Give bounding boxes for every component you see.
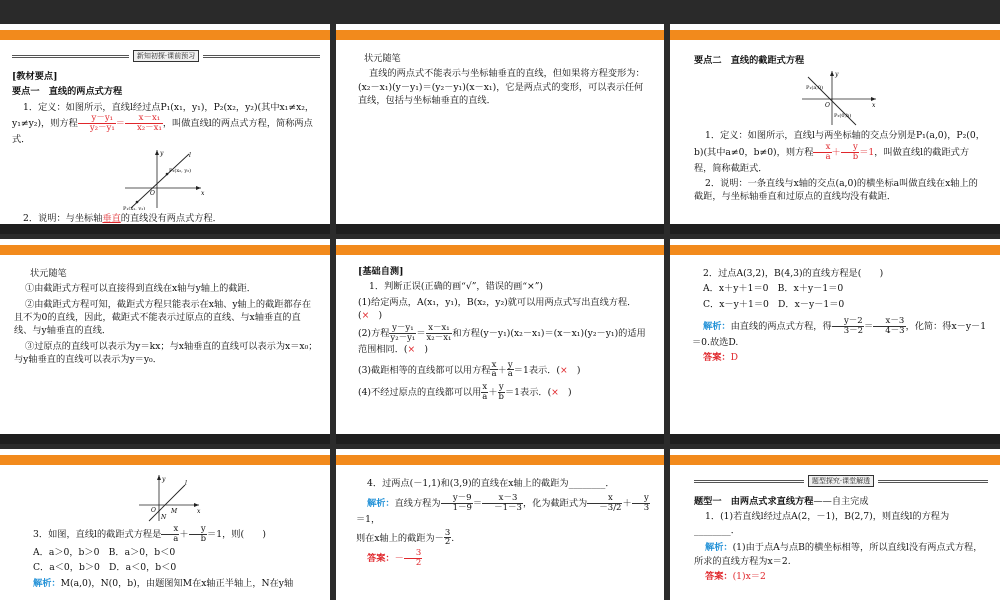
question-2: 2．过点A(3,2)，B(4,3)的直线方程是( ) <box>703 268 884 279</box>
two-point-figure <box>121 148 211 210</box>
type-title: 题型一 由两点式求直线方程——自主完成 <box>694 496 869 508</box>
slide-grid <box>0 24 1000 600</box>
question-2: (2)方程 $\frac{\text{y－y₁}}{\text{y₂－y₁}}$ ＝ $\frac{\text{x－x₁}}{\text{x₂－x₁}}$ 和方程(y－y₁)(x₂－x₁)＝(x－x₁)(y₂－y₁)的适用范围相同．(× ) <box>358 323 646 356</box>
point-title: 要点一 直线的两点式方程 <box>12 86 123 98</box>
tip-body: 直线的两点式不能表示与坐标轴垂直的直线，但如果将方程变形为：(x₂－x₁)(y－y₁)＝(y₂－y₁)(x－x₁)，它是两点式的变形，可以表示任何直线，包括与坐标轴垂直的直线． <box>358 68 645 107</box>
orange-bar <box>0 30 330 40</box>
orange-bar <box>670 455 1000 465</box>
dark-bar <box>670 434 1000 444</box>
options-ab: A．x＋y＋1＝0 B．x＋y－1＝0 <box>703 283 844 295</box>
svg-text:P₂(0,b): P₂(0,b) <box>834 113 852 120</box>
svg-text:x: x <box>872 102 876 110</box>
svg-text:P₁(a,0): P₁(a,0) <box>806 85 824 92</box>
dark-bar <box>336 434 664 444</box>
slide-8[interactable] <box>336 449 664 600</box>
analysis: 解析：M(a,0)，N(0，b)，由题图知M在x轴正半轴上，N在y轴 <box>33 577 294 589</box>
question-3: 3．如图，直线l的截距式方程是 $\frac{x}{a}$ ＋ $\frac{y}{b}$ ＝1，则( ) <box>33 524 266 544</box>
answer: 答案：－ $\frac{3}{2}$ <box>367 548 422 569</box>
tip-line-3: ③过原点的直线可以表示为y＝kx；与x轴垂直的直线可以表示为x＝x₀；与y轴垂直的直线可以表示为y＝y₀． <box>14 340 318 366</box>
svg-text:O: O <box>150 190 155 198</box>
svg-text:O: O <box>825 102 830 110</box>
analysis-cont: 则在x轴上的截距为－ $\frac{3}{2}$ . <box>356 527 455 548</box>
slide-4[interactable] <box>0 239 330 444</box>
question-1: (1)给定两点，A(x₁，y₁)，B(x₂，y₂)就可以用两点式写出直线方程．(× ) <box>358 296 637 322</box>
tip-line-1: ①由截距式方程可以直接得到直线在x轴与y轴上的截距． <box>25 283 256 295</box>
svg-text:O: O <box>151 507 156 514</box>
answer: 答案：D <box>703 352 738 364</box>
slide-7[interactable] <box>0 449 330 600</box>
analysis: 解析：直线方程为 $\frac{y-9}{1-9}$ ＝ $\frac{x-3}{-1-3}$ ，化为截距式为 $\frac{x}{-3/2}$ ＋ $\frac{y}{3}$ ＝1， <box>356 493 650 526</box>
svg-text:l: l <box>189 152 191 160</box>
question-intro: 1．判断正误(正确的画“√”，错误的画“×”) <box>369 281 544 293</box>
question-3: (3)截距相等的直线都可以用方程 $\frac{x}{a}$ ＋ $\frac{y}{a}$ ＝1表示．(× ) <box>358 359 581 380</box>
orange-bar <box>336 30 664 40</box>
svg-text:x: x <box>197 508 201 515</box>
section-tag: 题型探究·课堂解透 <box>808 475 874 487</box>
tip-title: 状元随笔 <box>30 268 67 279</box>
orange-bar <box>670 245 1000 255</box>
section-header-strip <box>694 475 988 487</box>
section-title: [基础自测] <box>358 266 404 277</box>
slide-9[interactable] <box>670 449 1000 600</box>
question-figure <box>135 473 205 523</box>
question-4: (4)不经过原点的直线都可以用 $\frac{x}{a}$ ＋ $\frac{y}{b}$ ＝1表示．(× ) <box>358 382 572 403</box>
svg-text:P₁(x₁, y₁): P₁(x₁, y₁) <box>123 206 146 211</box>
dark-bar <box>0 434 330 444</box>
svg-text:l: l <box>185 480 187 487</box>
orange-bar <box>336 455 664 465</box>
orange-bar <box>670 30 1000 40</box>
svg-text:y: y <box>160 150 164 158</box>
dark-bar <box>336 224 664 234</box>
slide-3[interactable] <box>670 24 1000 234</box>
options-cd: C．a＜0，b＞0 D．a＜0，b＜0 <box>33 562 177 574</box>
section-tag: 新知初探·课前预习 <box>133 50 199 62</box>
slide-1[interactable] <box>0 24 330 234</box>
top-bar <box>0 0 1000 24</box>
tip-title: 状元随笔 <box>364 53 401 64</box>
section-title: [教材要点] <box>12 71 58 83</box>
definition-text: 1．定义：如图所示，直线l与两坐标轴的交点分别是P₁(a,0)，P₂(0，b)(其中a≠0，b≠0)，则方程 $\frac{x}{a}$ ＋ $\frac{y}{b}$ ＝1，叫做直线l的截距式方程，简称截距式． <box>694 130 985 174</box>
dark-bar <box>670 224 1000 234</box>
analysis: 解析：(1)由于点A与点B的横坐标相等，所以直线l没有两点式方程，所求的直线方程为x＝2. <box>694 542 983 567</box>
tip-line-2: ②由截距式方程可知，截距式方程只能表示在x轴、y轴上的截距都存在且不为0的直线，因此，截距式不能表示过原点的直线、与x轴垂直的直线、与y轴垂直的直线． <box>14 298 312 337</box>
note-blank: 垂直 <box>102 213 121 225</box>
section-header-strip <box>12 50 320 62</box>
slide-5[interactable] <box>336 239 664 444</box>
orange-bar <box>0 245 330 255</box>
svg-text:P₂(x₂, y₂): P₂(x₂, y₂) <box>169 168 192 175</box>
svg-text:x: x <box>201 190 205 198</box>
question-1: 1．(1)若直线l经过点A(2，－1)，B(2,7)，则直线l的方程为________． <box>694 511 950 536</box>
orange-bar <box>336 245 664 255</box>
intercept-figure <box>800 69 880 127</box>
svg-text:N: N <box>161 514 167 521</box>
point-title: 要点二 直线的截距式方程 <box>694 55 805 66</box>
question-4: 4．过两点(－1,1)和(3,9)的直线在x轴上的截距为________． <box>367 478 615 489</box>
definition-text: 1．定义：如图所示，直线l经过点P₁(x₁，y₁)，P₂(x₂，y₂)(其中x₁≠x₂，y₁≠y₂)，则方程 $\frac{\text{y－y₁}}{\text{y₂－y₁}}$ ＝ $\frac{\text{x－x₁}}{\text{x₂－x₁}}$ ，叫做直线l的两点式方程，简称两点式． <box>12 101 315 146</box>
analysis: 解析：由直线的两点式方程，得 $\frac{y-2}{3-2}$ ＝ $\frac{x-3}{4-3}$ ，化简：得x－y－1＝0.故选D. <box>692 316 987 348</box>
options-ab: A．a＞0，b＞0 B．a＞0，b＜0 <box>33 546 176 558</box>
fraction-left: $\frac{\text{y－y₁}}{\text{y₂－y₁}}$ <box>78 114 116 133</box>
dark-bar <box>0 224 330 234</box>
svg-text:y: y <box>835 71 839 79</box>
svg-text:y: y <box>162 476 166 483</box>
orange-bar <box>0 455 330 465</box>
fraction-right: $\frac{\text{x－x₁}}{\text{x₂－x₁}}$ <box>125 114 163 133</box>
slide-2[interactable] <box>336 24 664 234</box>
options-cd: C．x－y＋1＝0 D．x－y－1＝0 <box>703 298 845 310</box>
note-text: 2．说明：一条直线与x轴的交点(a,0)的横坐标a叫做直线在x轴上的截距，与坐标轴垂直和过原点的直线均没有截距． <box>694 177 978 203</box>
slide-6[interactable] <box>670 239 1000 444</box>
svg-text:M: M <box>171 508 178 515</box>
answer: 答案：(1)x＝2 <box>705 570 766 582</box>
note-text: 2．说明：与坐标轴垂直的直线没有两点式方程． <box>23 213 222 225</box>
